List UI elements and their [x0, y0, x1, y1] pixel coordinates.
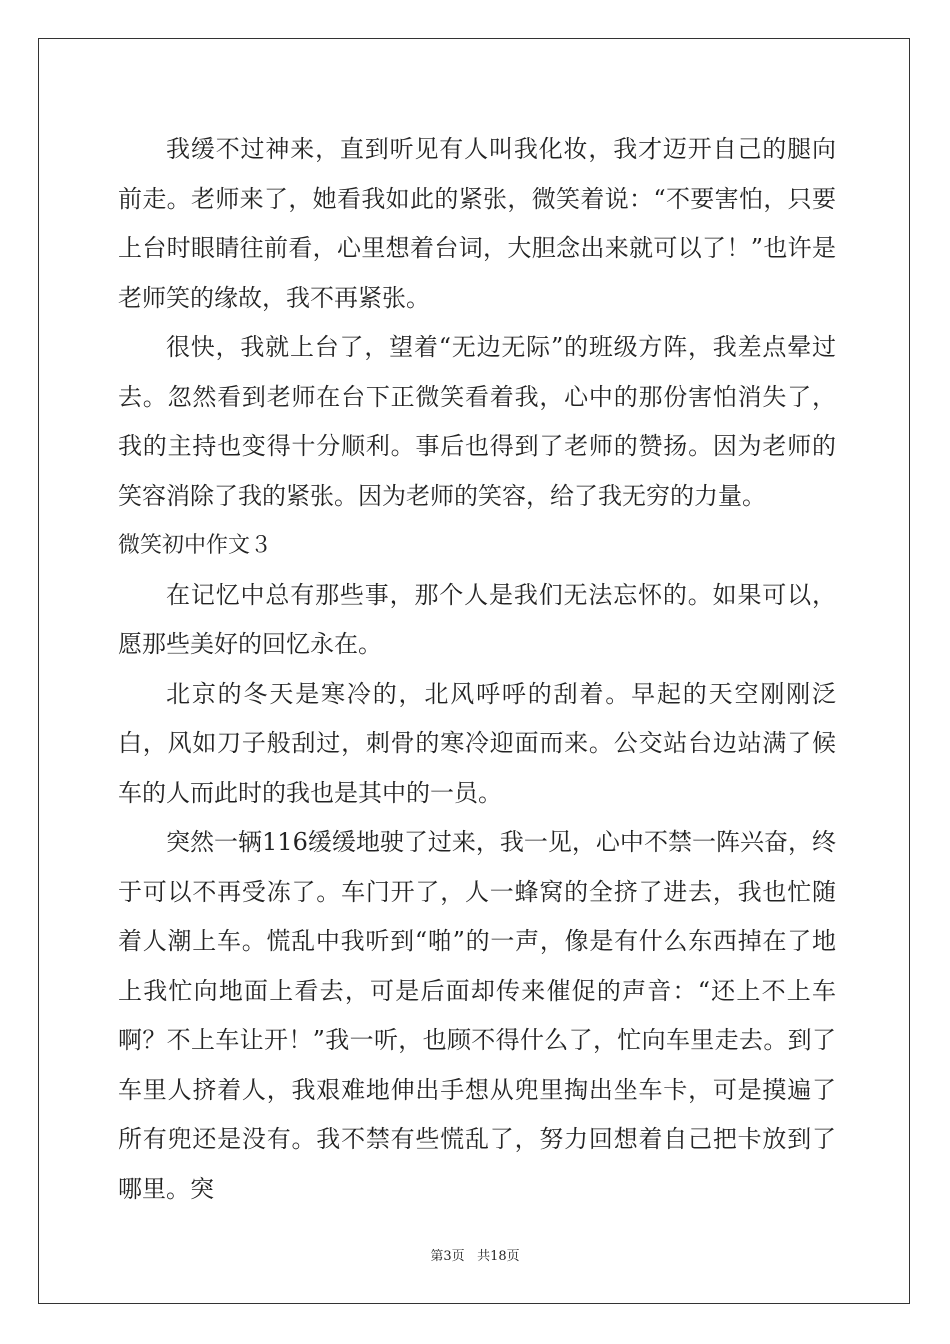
- page-total: 共18页: [477, 1249, 520, 1264]
- paragraph: 很快，我就上台了，望着“无边无际”的班级方阵，我差点晕过去。忽然看到老师在台下正微笑看着我，心中的那份害怕消失了，我的主持也变得十分顺利。事后也得到了老师的赞扬。因为老师的笑容消除了我的紧张。因为老师的笑容，给了我无穷的力量。: [118, 333, 836, 510]
- page-footer: [0, 1245, 950, 1264]
- section-heading: 微笑初中作文３: [118, 533, 273, 558]
- paragraph: 突然一辆116缓缓地驶了过来，我一见，心中不禁一阵兴奋，终于可以不再受冻了。车门开了，人一蜂窝的全挤了进去，我也忙随着人潮上车。慌乱中我听到“啪”的一声，像是有什么东西掉在了地上我忙向地面上看去，可是后面却传来催促的声音：“还上不上车啊？不上车让开！”我一听，也顾不得什么了，忙向车里走去。到了车里人挤着人，我艰难地伸出手想从兜里掏出坐车卡，可是摸遍了所有兜还是没有。我不禁有些慌乱了，努力回想着自己把卡放到了哪里。突: [118, 828, 836, 1203]
- paragraph: 北京的冬天是寒冷的，北风呼呼的刮着。早起的天空刚刚泛白，风如刀子般刮过，刺骨的寒冷迎面而来。公交站台边站满了候车的人而此时的我也是其中的一员。: [118, 679, 836, 807]
- paragraph: 我缓不过神来，直到听见有人叫我化妆，我才迈开自己的腿向前走。老师来了，她看我如此的紧张，微笑着说：“不要害怕，只要上台时眼睛往前看，心里想着台词，大胆念出来就可以了！”也许是老师笑的缘故，我不再紧张。: [118, 135, 836, 312]
- page-number: 第3页: [430, 1249, 465, 1264]
- paragraph: 在记忆中总有那些事，那个人是我们无法忘怀的。如果可以，愿那些美好的回忆永在。: [118, 580, 836, 658]
- document-body: [118, 125, 836, 1214]
